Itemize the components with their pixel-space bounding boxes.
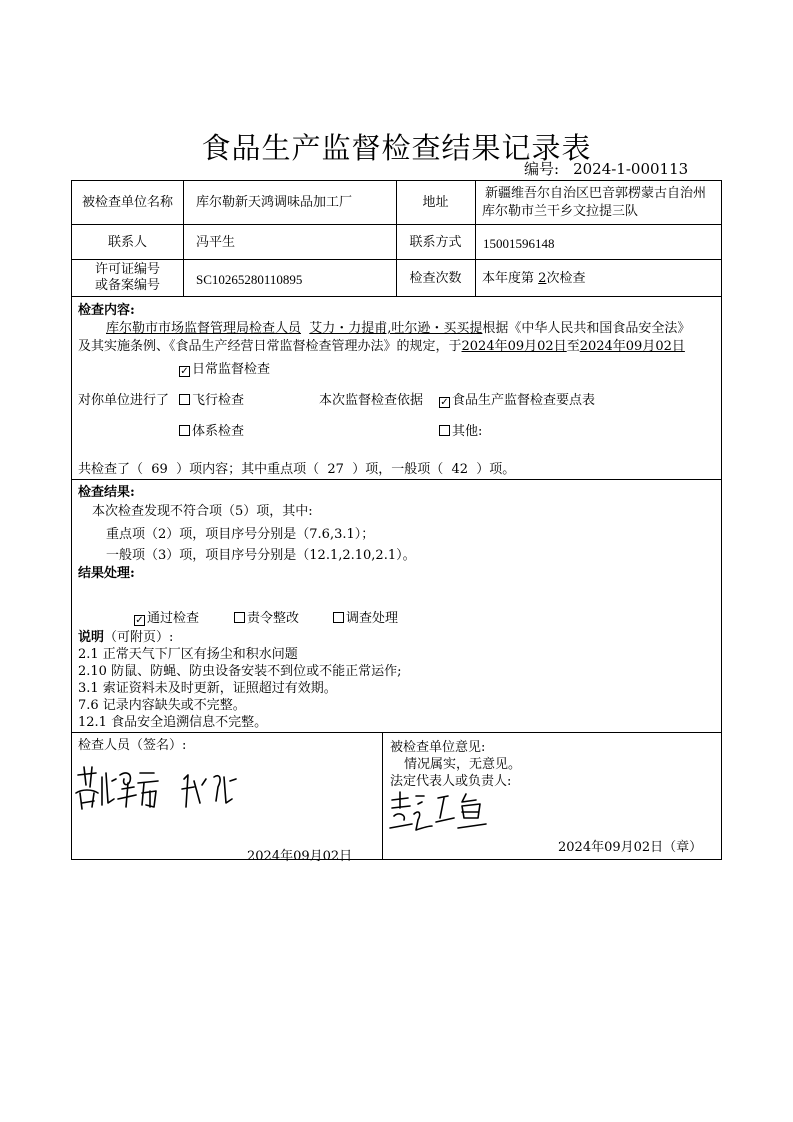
system-checkbox[interactable]	[179, 425, 190, 436]
option-system[interactable]: 体系检查	[179, 423, 244, 440]
total-items: 69	[151, 462, 168, 477]
document-number	[524, 158, 688, 179]
document-title: 食品生产监督检查结果记录表	[201, 131, 592, 165]
date-to: 2024年09月02日	[579, 339, 685, 354]
address-line2: 库尔勒市兰干乡文拉提三队	[482, 204, 639, 219]
result-line2: 重点项（2）项，项目序号分别是（7.6,3.1）；	[106, 527, 375, 542]
handling-heading: 结果处理:	[78, 566, 135, 581]
pass-checkbox[interactable]: ✓	[135, 615, 144, 626]
contact-label: 联系人	[107, 235, 147, 250]
unit-name-label: 被检查单位名称	[81, 195, 173, 210]
inspector-date: 2024年09月02日	[247, 849, 353, 864]
content-heading: 检查内容:	[78, 303, 135, 318]
target-label: 对你单位进行了	[78, 393, 170, 408]
license-value: SC10265280110895	[196, 272, 303, 287]
opinion-label: 被检查单位意见:	[390, 740, 486, 755]
general-items: 42	[451, 462, 469, 477]
total-items-line: 共检查了（ 69 ）项内容；其中重点项（ 27 ）项，一般项（ 42 ）项。	[78, 462, 516, 477]
representative-signature	[382, 786, 502, 838]
row-divider	[72, 479, 721, 480]
document-number-label: 编号:	[524, 160, 560, 178]
basis-label: 本次监督检查依据	[319, 393, 424, 408]
option-pass[interactable]: ✓ 通过检查	[135, 611, 200, 626]
option-flight[interactable]: 飞行检查	[179, 392, 244, 409]
row-divider	[72, 296, 721, 297]
option-other[interactable]: 其他:	[439, 423, 482, 440]
date-from: 2024年09月02日	[461, 339, 567, 354]
license-label-line2: 或备案编号	[94, 278, 160, 293]
note-item: 2.1 正常天气下厂区有扬尘和积水问题	[78, 647, 298, 662]
note-item: 7.6 记录内容缺失或不完整。	[78, 698, 246, 713]
points-checkbox[interactable]: ✓	[440, 397, 449, 408]
content-line2: 及其实施条例、《食品生产经营日常监督检查管理办法》的规定，于2024年09月02日至2024年09月02日	[78, 339, 685, 354]
option-investigate[interactable]: 调查处理	[333, 610, 398, 627]
phone-value: 15001596148	[483, 236, 555, 251]
option-points[interactable]: ✓ 食品生产监督检查要点表	[440, 393, 596, 408]
col-divider	[183, 181, 184, 296]
result-line1: 本次检查发现不符合项（5）项，其中:	[92, 504, 313, 519]
unit-name-value: 库尔勒新天鸿调味品加工厂	[196, 195, 353, 210]
inspection-count: 本年度第 2次检查	[482, 271, 586, 286]
notes-heading: 说明（可附页）:	[78, 630, 174, 645]
option-rectify[interactable]: 责令整改	[234, 610, 299, 627]
rectify-checkbox[interactable]	[234, 612, 245, 623]
flight-checkbox[interactable]	[179, 394, 190, 405]
investigate-checkbox[interactable]	[333, 612, 344, 623]
agency: 库尔勒市市场监督管理局检查人员	[106, 321, 302, 336]
note-item: 3.1 索证资料未及时更新，证照超过有效期。	[78, 681, 337, 696]
result-line3: 一般项（3）项，项目序号分别是（12.1,2.10,2.1）。	[106, 548, 416, 563]
inspection-count-value: 2	[538, 271, 547, 286]
option-daily[interactable]: ✓ 日常监督检查	[180, 362, 271, 377]
row-divider	[72, 732, 721, 733]
daily-checkbox[interactable]: ✓	[180, 366, 189, 377]
note-item: 2.10 防鼠、防蝇、防虫设备安装不到位或不能正常运作;	[78, 664, 402, 679]
inspector-signature	[72, 763, 252, 817]
note-item: 12.1 食品安全追溯信息不完整。	[78, 715, 268, 730]
record-table	[71, 180, 722, 864]
content-line1: 库尔勒市市场监督管理局检查人员 艾力・力提甫,吐尔逊・买买提根据《中华人民共和国食品安全法》	[106, 321, 691, 336]
col-divider	[475, 181, 476, 296]
contact-value: 冯平生	[196, 235, 236, 250]
license-label-line1: 许可证编号	[94, 262, 160, 277]
inspection-count-label: 检查次数	[409, 271, 462, 286]
inspectors: 艾力・力提甫,吐尔逊・买买提	[309, 321, 483, 336]
inspector-sign-label: 检查人员（签名）:	[78, 738, 187, 753]
opinion-text: 情况属实，无意见。	[404, 757, 522, 772]
address-label: 地址	[422, 195, 449, 210]
other-checkbox[interactable]	[439, 425, 450, 436]
representative-label: 法定代表人或负责人:	[390, 774, 512, 789]
phone-label: 联系方式	[409, 235, 462, 250]
key-items: 27	[327, 462, 344, 477]
representative-date: 2024年09月02日（章）	[558, 840, 703, 855]
result-heading: 检查结果:	[78, 485, 135, 500]
document-number-value: 2024-1-000113	[573, 160, 689, 178]
address-line1: 新疆维吾尔自治区巴音郭楞蒙古自治州	[485, 186, 707, 201]
